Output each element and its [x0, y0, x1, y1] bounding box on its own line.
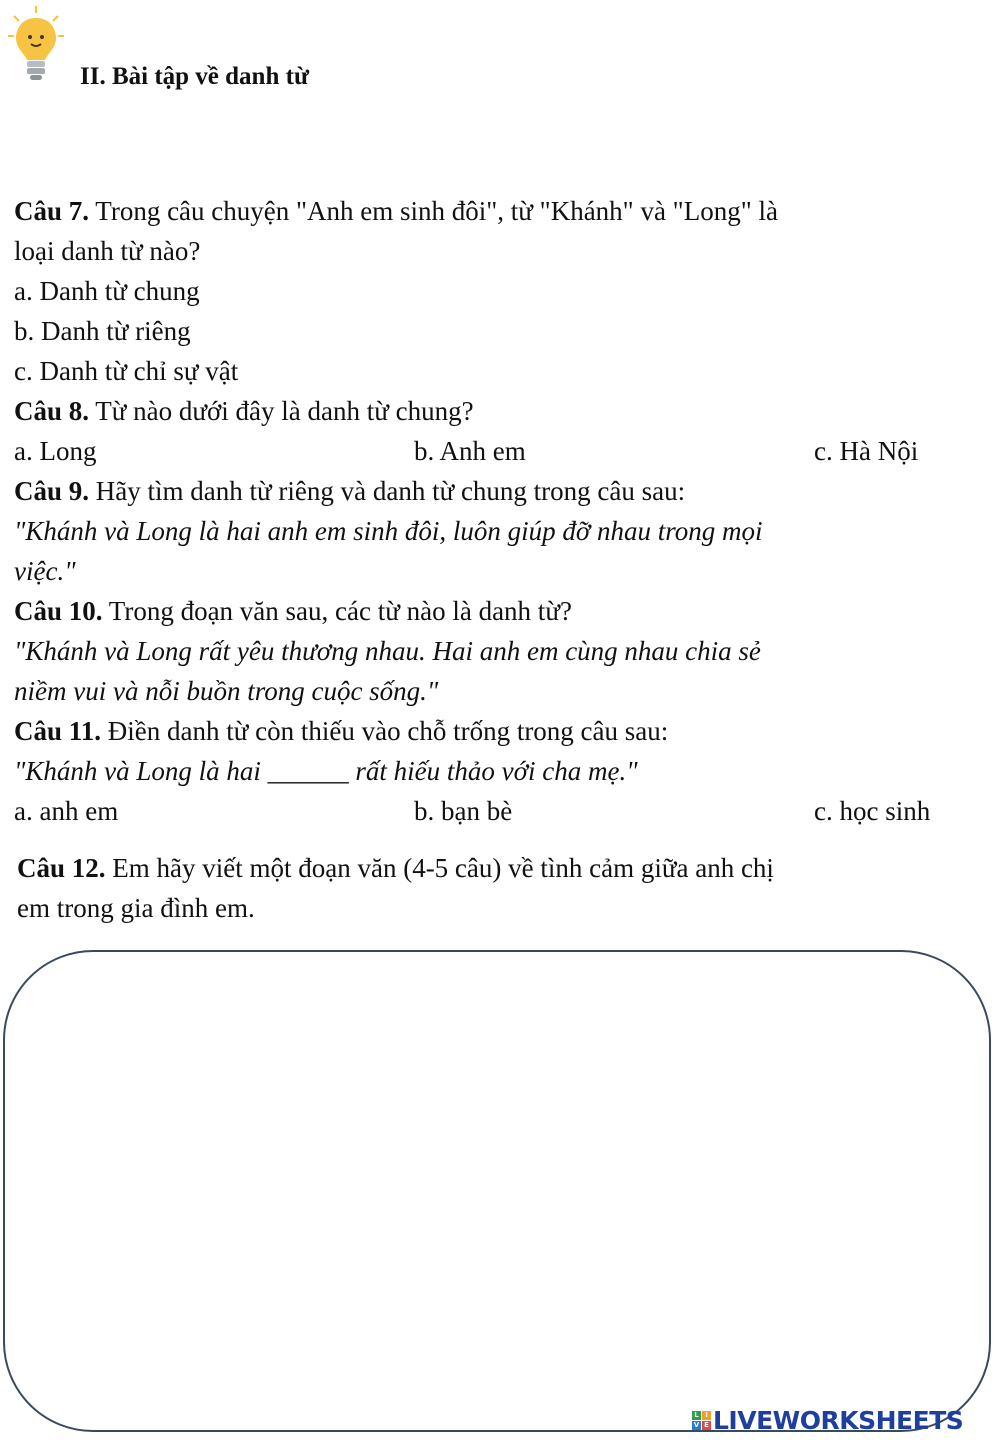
- question-9-text: Hãy tìm danh từ riêng và danh từ chung trong câu sau:: [89, 476, 686, 506]
- question-12-label: Câu 12.: [17, 853, 106, 883]
- question-11: [14, 711, 668, 751]
- question-8-option-c[interactable]: c. Hà Nội: [814, 436, 919, 466]
- question-7-option-a[interactable]: a. Danh từ chung: [14, 276, 200, 306]
- question-7-label: Câu 7.: [14, 196, 90, 226]
- question-8-option-a[interactable]: a. Long: [14, 436, 97, 466]
- question-11-text: Điền danh từ còn thiếu vào chỗ trống trong câu sau:: [101, 716, 669, 746]
- question-8-label: Câu 8.: [14, 396, 90, 426]
- question-10: [14, 591, 572, 631]
- liveworksheets-logo: [692, 1403, 963, 1437]
- question-9-quote-line2: việc.": [14, 556, 76, 586]
- question-7-option-b[interactable]: b. Danh từ riêng: [14, 316, 191, 346]
- question-11-label: Câu 11.: [14, 716, 102, 746]
- question-11-quote: "Khánh và Long là hai ______ rất hiếu thảo với cha mẹ.": [14, 756, 638, 786]
- question-7: [14, 191, 778, 231]
- logo-text: LIVEWORKSHEETS: [713, 1405, 964, 1435]
- logo-letter-l: L: [692, 1411, 701, 1420]
- question-11-option-a[interactable]: a. anh em: [14, 796, 119, 826]
- question-12-text: Em hãy viết một đoạn văn (4-5 câu) về tình cảm giữa anh chị: [105, 853, 774, 883]
- lightbulb-icon: [6, 4, 68, 90]
- question-10-quote-line1: "Khánh và Long rất yêu thương nhau. Hai anh em cùng nhau chia sẻ: [14, 636, 761, 666]
- question-9-quote-line1: "Khánh và Long là hai anh em sinh đôi, luôn giúp đỡ nhau trong mọi: [14, 516, 763, 546]
- question-11-option-c[interactable]: c. học sinh: [814, 796, 931, 826]
- question-8-option-b[interactable]: b. Anh em: [414, 436, 526, 466]
- question-9: [14, 471, 685, 511]
- question-7-option-c[interactable]: c. Danh từ chỉ sự vật: [14, 356, 239, 386]
- logo-letter-e: E: [702, 1421, 711, 1430]
- page-title: II. Bài tập về danh từ: [80, 63, 309, 90]
- question-8: [14, 391, 474, 431]
- question-7-text: Trong câu chuyện "Anh em sinh đôi", từ "Khánh" và "Long" là: [89, 196, 778, 226]
- question-12: [17, 848, 774, 888]
- logo-letter-v: V: [693, 1420, 700, 1429]
- question-7-text-line2: loại danh từ nào?: [14, 236, 201, 266]
- logo-letter-i: I: [702, 1411, 711, 1420]
- question-11-option-b[interactable]: b. bạn bè: [414, 796, 513, 826]
- question-10-label: Câu 10.: [14, 596, 103, 626]
- question-10-quote-line2: niềm vui và nỗi buồn trong cuộc sống.": [14, 676, 439, 706]
- question-9-label: Câu 9.: [14, 476, 90, 506]
- question-12-text-line2: em trong gia đình em.: [17, 893, 255, 923]
- answer-textarea[interactable]: [3, 950, 991, 1432]
- logo-mark: [692, 1411, 711, 1430]
- question-8-text: Từ nào dưới đây là danh từ chung?: [89, 396, 474, 426]
- question-10-text: Trong đoạn văn sau, các từ nào là danh từ?: [102, 596, 572, 626]
